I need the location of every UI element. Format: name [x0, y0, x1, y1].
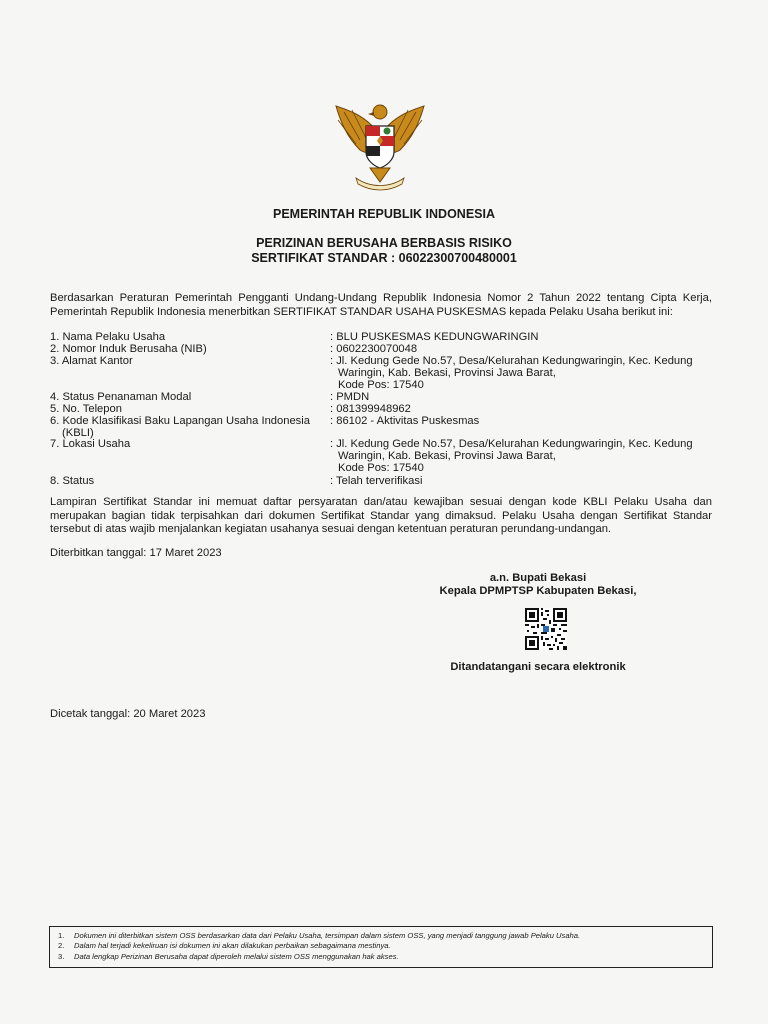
location-line-2: Waringin, Kab. Bekasi, Provinsi Jawa Barat,	[338, 449, 556, 462]
footnote-text: Data lengkap Perizinan Berusaha dapat diperoleh melalui sistem OSS menggunakan hak akses.	[74, 951, 399, 961]
footnote-text: Dalam hal terjadi kekeliruan isi dokumen ini akan dilakukan perbaikan sebagaimana mestinya.	[74, 941, 391, 951]
garuda-emblem-icon	[330, 96, 430, 192]
label-phone: 5. No. Telepon	[50, 403, 122, 415]
label-kbli-line-2: (KBLI)	[62, 426, 94, 439]
label-office-address: 3. Alamat Kantor	[50, 355, 133, 367]
footnote	[58, 941, 704, 951]
footnotes-box	[49, 926, 713, 968]
electronic-signature-note: Ditandatangani secara elektronik	[450, 661, 626, 673]
footnote	[58, 952, 704, 962]
label-kbli-line-1: 6. Kode Klasifikasi Baku Lapangan Usaha Indonesia	[50, 415, 310, 427]
value-business-location	[330, 439, 722, 474]
label-status: 8. Status	[50, 475, 95, 487]
address-line-1: : Jl. Kedung Gede No.57, Desa/Kelurahan Kedungwaringin, Kec. Kedung	[330, 355, 693, 367]
value-business-name: : BLU PUSKESMAS KEDUNGWARINGIN	[330, 331, 539, 343]
issued-date: Diterbitkan tanggal: 17 Maret 2023	[50, 547, 222, 559]
label-business-location: 7. Lokasi Usaha	[50, 438, 131, 450]
label-nib: 2. Nomor Induk Berusaha (NIB)	[50, 343, 207, 355]
footnote-text: Dokumen ini diterbitkan sistem OSS berdasarkan data dari Pelaku Usaha, tersimpan dalam sistem OSS, yang menjadi tanggung jawab Pelaku Usaha.	[74, 931, 581, 940]
footnote-number: 2.	[58, 941, 65, 951]
value-kbli: : 86102 - Aktivitas Puskesmas	[330, 415, 480, 427]
value-phone: : 081399948962	[330, 403, 411, 415]
label-investment-status: 4. Status Penanaman Modal	[50, 391, 192, 403]
signer-line-2: Kepala DPMPTSP Kabupaten Bekasi,	[439, 585, 637, 597]
government-title: PEMERINTAH REPUBLIK INDONESIA	[272, 207, 495, 221]
footnote-number: 3.	[58, 951, 65, 961]
location-line-3: Kode Pos: 17540	[338, 461, 424, 474]
footnote	[58, 931, 704, 941]
footnote-number: 1.	[58, 931, 65, 940]
location-line-1: : Jl. Kedung Gede No.57, Desa/Kelurahan Kedungwaringin, Kec. Kedung	[330, 438, 693, 450]
value-office-address	[330, 356, 722, 391]
value-nib: : 0602230070048	[330, 343, 418, 355]
label-business-name: 1. Nama Pelaku Usaha	[50, 331, 166, 343]
qr-code-icon	[525, 608, 567, 650]
intro-paragraph: Berdasarkan Peraturan Pemerintah Pengganti Undang-Undang Republik Indonesia Nomor 2 Tahun 2022 tentang Cipta Kerja, Pemerintah Republik Indonesia menerbitkan SERTIFIKAT STANDAR USAHA PUSKESMAS kepada Pelaku Usaha berikut ini:	[50, 292, 712, 318]
signer-line-1: a.n. Bupati Bekasi	[489, 572, 587, 584]
value-status: : Telah terverifikasi	[330, 475, 423, 487]
value-investment-status: : PMDN	[330, 391, 370, 403]
printed-date: Dicetak tanggal: 20 Maret 2023	[50, 708, 206, 720]
address-line-2: Waringin, Kab. Bekasi, Provinsi Jawa Barat,	[338, 366, 556, 379]
address-line-3: Kode Pos: 17540	[338, 378, 424, 391]
certificate-number: SERTIFIKAT STANDAR : 06022300700480001	[251, 251, 517, 265]
label-kbli	[50, 416, 325, 440]
closing-paragraph: Lampiran Sertifikat Standar ini memuat daftar persyaratan dan/atau kewajiban sesuai dengan kode KBLI Pelaku Usaha dan merupakan bagian tidak terpisahkan dari dokumen Sertifikat Standar yang dimaksud. Pelaku Usaha dengan Sertifikat Standar tersebut di atas wajib menjalankan kegiatan usahanya sesuai dengan ketentuan peraturan perundang-undangan.	[50, 496, 712, 535]
permit-title: PERIZINAN BERUSAHA BERBASIS RISIKO	[256, 236, 512, 250]
